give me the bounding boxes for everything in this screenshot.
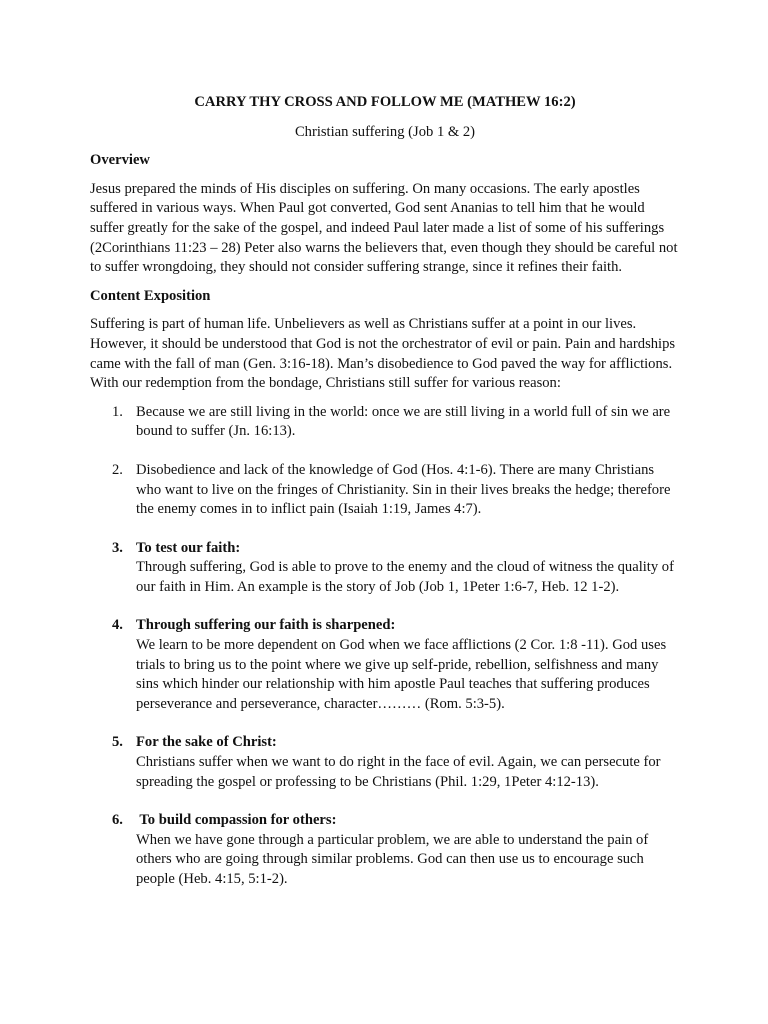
list-item-text: Because we are still living in the world: once we are still living in a world full of sin we are bound to suffer (Jn. 16:13). xyxy=(136,403,671,440)
reasons-list xyxy=(90,403,680,890)
document-subtitle: Christian suffering (Job 1 & 2) xyxy=(294,123,476,140)
list-item-heading: Through suffering our faith is sharpened: xyxy=(136,617,396,634)
list-item-number: 2. xyxy=(112,461,123,478)
list-item xyxy=(90,403,680,442)
list-item-heading: To test our faith: xyxy=(136,539,241,556)
list-item-heading: For the sake of Christ: xyxy=(136,734,277,751)
list-item-heading: To build compassion for others: xyxy=(136,812,337,829)
list-item-text: Christians suffer when we want to do right in the face of evil. Again, we can persecute for spreading the gospel or professing to be Christians (Phil. 1:29, 1Peter 4:12-13). xyxy=(136,754,661,790)
exposition-heading: Content Exposition xyxy=(90,287,211,304)
list-item xyxy=(90,616,680,714)
list-item xyxy=(90,461,680,520)
list-item xyxy=(90,811,680,889)
overview-heading: Overview xyxy=(90,152,150,169)
overview-paragraph: Jesus prepared the minds of His disciples on suffering. On many occasions. The early apostles suffered in various ways. When Paul got converted, God sent Ananias to tell him that he would suffer greatly for the sake of the gospel, and indeed Paul later made a list of some of his sufferings (2Corinthians 11:23 – 28) Peter also warns the believers that, even though they should be careful not to suffer wrongdoing, they should not consider suffering strange, since it refines their faith. xyxy=(90,180,678,276)
list-item-number: 4. xyxy=(112,617,123,634)
document-title: CARRY THY CROSS AND FOLLOW ME (MATHEW 16:2) xyxy=(194,94,576,110)
list-item-number: 6. xyxy=(112,812,123,829)
list-item-number: 5. xyxy=(112,734,123,751)
list-item-text: When we have gone through a particular problem, we are able to understand the pain of others who are going through similar problems. God can then use us to encourage such people (Heb. 4:15, 5:1-2). xyxy=(136,831,649,887)
document-page xyxy=(90,93,680,909)
list-item-text: Disobedience and lack of the knowledge of God (Hos. 4:1-6). There are many Christians who want to live on the fringes of Christianity. Sin in their lives breaks the hedge; therefore the enemy comes in to inflict pain (Isaiah 1:19, James 4:7). xyxy=(136,461,671,518)
list-item-text: We learn to be more dependent on God when we face afflictions (2 Cor. 1:8 -11). God uses trials to bring us to the point where we give up self-pride, rebellion, selfishness and many sins which hinder our relationship with him apostle Paul teaches that suffering produces perseverance and perseverance, character……… (Rom. 5:3-5). xyxy=(136,637,667,712)
list-item xyxy=(90,539,680,598)
exposition-paragraph: Suffering is part of human life. Unbelievers as well as Christians suffer at a point in our lives. However, it should be understood that God is not the orchestrator of evil or pain. Pain and hardships came with the fall of man (Gen. 3:16-18). Man’s disobedience to God paved the way for afflictions. With our redemption from the bondage, Christians still suffer for various reason: xyxy=(90,316,676,392)
list-item xyxy=(90,733,680,792)
list-item-number: 1. xyxy=(112,403,123,420)
list-item-number: 3. xyxy=(112,539,123,556)
list-item-text: Through suffering, God is able to prove to the enemy and the cloud of witness the quality of our faith in Him. An example is the story of Job (Job 1, 1Peter 1:6-7, Heb. 12 1-2). xyxy=(136,559,674,595)
